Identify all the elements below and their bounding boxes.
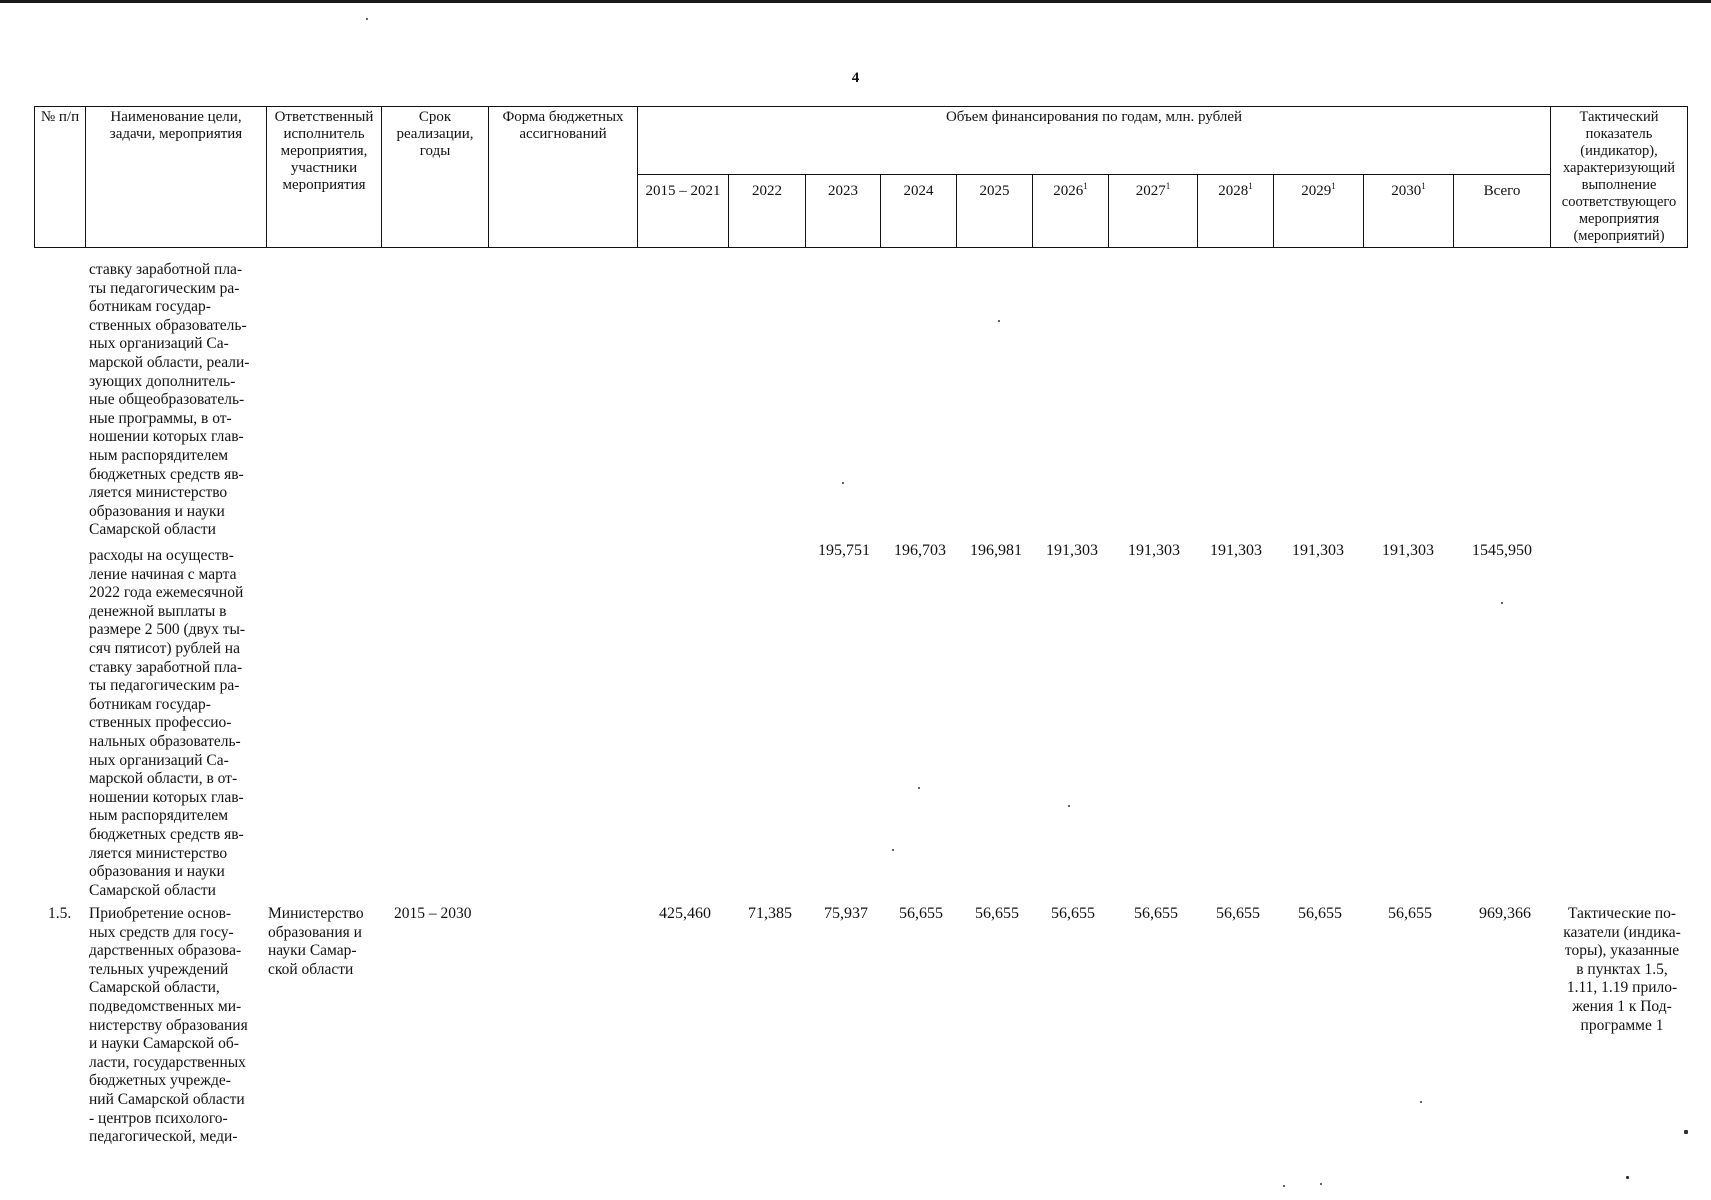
row-2-value-2027: 56,655 [1134,905,1178,922]
row-2-value-2028: 56,655 [1216,905,1260,922]
row-2-value-2023: 75,937 [824,905,868,922]
header-year: 2015 – 2021 [638,175,729,248]
scan-speck [918,787,920,789]
scan-speck [892,849,894,851]
row-1-value-2025: 196,981 [970,542,1022,559]
header-year: 2025 [957,175,1033,248]
scan-speck [1420,1101,1422,1103]
row-2-value-2022: 71,385 [748,905,792,922]
header-term: Срок реализации, годы [382,107,489,248]
row-1-value-2026: 191,303 [1046,542,1098,559]
header-name: Наименование цели, задачи, мероприятия [86,107,267,248]
page-number: 4 [851,70,860,86]
scan-speck [1501,602,1503,604]
scan-speck [1068,805,1070,807]
row-2-number: 1.5. [48,905,72,922]
row-2-term: 2015 – 2030 [394,905,472,922]
row-1-value-2028: 191,303 [1210,542,1262,559]
row-1-value-2027: 191,303 [1128,542,1180,559]
header-financing: Объем финансирования по годам, млн. рублей [638,107,1551,175]
row-1-value-2029: 191,303 [1292,542,1344,559]
row-2-value-2026: 56,655 [1051,905,1095,922]
row-1-value-2024: 196,703 [894,542,946,559]
row-2-value-2029: 56,655 [1298,905,1342,922]
row-1-value-2030: 191,303 [1382,542,1434,559]
scan-speck [1626,1176,1629,1179]
header-year: 2028$^1$ [1198,175,1274,248]
header-budget-form: Форма бюджетных ассигнований [489,107,638,248]
header-year: 2030$^1$ [1364,175,1454,248]
header-year-total: Всего [1454,175,1551,248]
row-2-value-2024: 56,655 [899,905,943,922]
row-0-name: ставку заработной пла- ты педагогическим ра- ботникам государ- ственных образователь- ных организаций Са- марской области, реали- зующих дополнитель- ные общеобразователь- ные программы, в от- ношении которых глав- ным распорядителем бюджетных средств яв- ляется министерство образования и науки Самарской области [89,261,250,539]
header-responsible: Ответственный исполнитель мероприятия, участники мероприятия [267,107,382,248]
row-1-name: расходы на осуществ- ление начиная с марта 2022 года ежемесячной денежной выплаты в размере 2 500 (двух ты- сяч пятисот) рублей на ставку заработной пла- ты педагогическим ра- ботникам государ- ственных профессио- нальных образователь- ных организаций Са- марской области, в от- ношении которых глав- ным распорядителем бюджетных средств яв- ляется министерство образования и науки Самарской области [89,547,246,899]
header-year: 2023 [806,175,881,248]
header-year: 2027$^1$ [1109,175,1198,248]
header-num: № п/п [35,107,86,248]
scan-speck [842,482,844,484]
row-2-value-2025: 56,655 [975,905,1019,922]
scan-speck [1320,1183,1322,1185]
scan-speck [366,18,368,20]
row-1-value-total: 1545,950 [1472,542,1532,559]
row-2-value-2030: 56,655 [1388,905,1432,922]
scan-top-border [0,0,1711,3]
row-2-name: Приобретение основ- ных средств для госу- дарственных образова- тельных учреждений Самарской области, подведомственных ми- нистерству образования и науки Самарской об- ласти, государственных бюджетных учрежде- ний Самарской области - центров психолого- педагогической, меди- [89,905,248,1146]
header-year: 2029$^1$ [1274,175,1364,248]
row-2-value-2015-2021: 425,460 [659,905,711,922]
row-2-responsible: Министерство образования и науки Самар- ской области [268,905,364,978]
header-year: 2024 [881,175,957,248]
row-2-indicator: Тактические по- казатели (индика- торы), указанные в пунктах 1.5, 1.11, 1.19 прило- жения 1 к Под- программе 1 [1563,905,1681,1034]
header-indicator: Тактический показатель (индикатор), характеризующий выполнение соответствующего мероприятия (мероприятий) [1551,107,1688,248]
header-year: 2026$^1$ [1033,175,1109,248]
scan-speck [998,320,1000,322]
table-header [34,106,1688,248]
row-2-value-total: 969,366 [1479,905,1531,922]
scan-speck [1684,1130,1688,1134]
scan-speck [1283,1185,1285,1187]
header-year: 2022 [729,175,806,248]
row-1-value-2023: 195,751 [818,542,870,559]
